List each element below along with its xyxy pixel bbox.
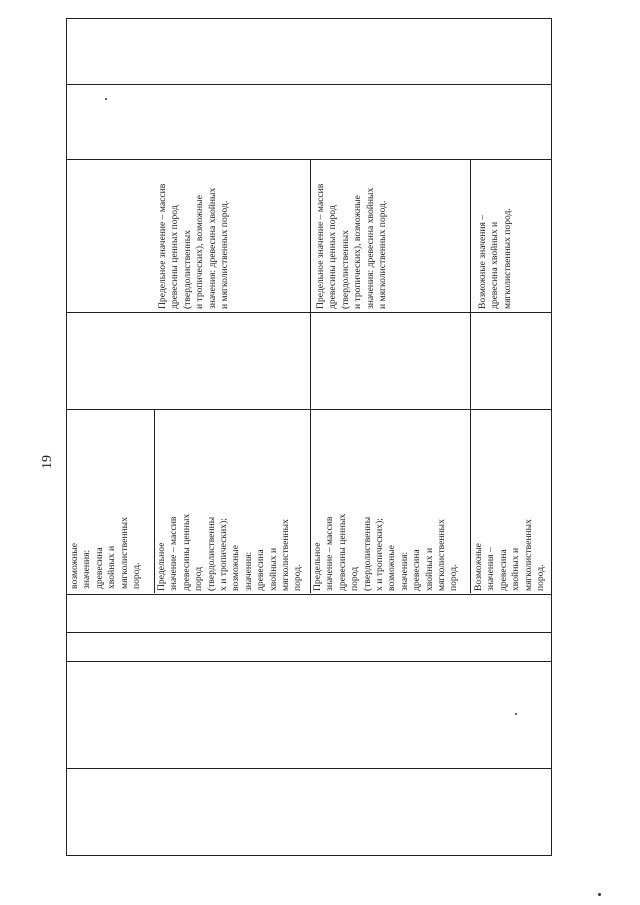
cell-text-line: х и тропических); — [374, 518, 386, 591]
cell-text-line: мягколиственных — [522, 519, 534, 591]
column-divider — [67, 594, 551, 595]
cell-text-line: (твердолиственны — [205, 516, 217, 591]
cell-col5-block1 — [69, 411, 153, 589]
cell-text-line: Предельное — [156, 542, 167, 591]
cell-text-line: значение – массив — [168, 516, 180, 591]
row-divider — [470, 159, 471, 593]
cell-text-line: и тропических), возможные — [194, 195, 206, 309]
spec-table — [66, 18, 552, 856]
cell-col7-block3 — [477, 161, 551, 309]
column-divider — [67, 409, 551, 410]
cell-text-line: Предельное — [312, 542, 323, 591]
scan-speck — [105, 98, 107, 100]
column-divider — [67, 84, 551, 85]
cell-text-line: древесина — [497, 549, 509, 591]
cell-text-line: древесина — [93, 547, 105, 589]
cell-text-line: мягколиственных — [118, 517, 130, 589]
cell-text-line: древесины ценных — [336, 513, 348, 591]
cell-text-line: и мягколиственных пород. — [377, 200, 389, 309]
column-divider — [67, 632, 551, 633]
cell-text-line: (твердолиственных — [181, 230, 193, 309]
column-divider — [67, 312, 551, 313]
cell-text-line: значения: — [242, 551, 254, 591]
page-number: 19 — [40, 455, 55, 469]
cell-text-line: значения – — [485, 547, 497, 591]
cell-text-line: древесина хвойных и — [489, 221, 501, 309]
cell-text-line: Возможные — [473, 543, 484, 591]
cell-text-line: Предельное значение – массив — [157, 183, 168, 309]
cell-text-line: мягколиственных пород. — [501, 208, 513, 309]
cell-text-line: пород — [193, 566, 205, 591]
cell-col5-block3 — [312, 411, 469, 591]
cell-text-line: пород. — [131, 562, 143, 589]
cell-col7-block1 — [157, 161, 307, 309]
cell-text-line: хвойных и — [423, 547, 435, 591]
cell-text-line: и мягколиственных пород. — [219, 200, 231, 309]
cell-text-line: значения: — [81, 549, 93, 589]
cell-text-line: значения: древесина хвойных — [364, 187, 376, 309]
cell-col5-block4 — [473, 411, 551, 591]
cell-text-line: пород. — [448, 564, 460, 591]
cell-col5-block2 — [156, 411, 309, 591]
cell-text-line: (твердолиственных — [339, 230, 351, 309]
scan-speck — [598, 893, 601, 896]
cell-col7-block2 — [315, 161, 465, 309]
column-divider — [67, 159, 551, 160]
cell-text-line: Возможные значения – — [477, 214, 488, 309]
cell-text-line: хвойных и — [510, 547, 522, 591]
cell-text-line: возможные — [386, 544, 398, 591]
scan-speck — [515, 713, 517, 715]
column-divider — [67, 661, 551, 662]
cell-text-line: мягколиственных — [280, 519, 292, 591]
cell-text-line: хвойных и — [267, 547, 279, 591]
cell-text-line: значения: — [398, 551, 410, 591]
cell-text-line: возможные — [230, 544, 242, 591]
cell-text-line: (твердолиственны — [361, 516, 373, 591]
cell-text-line: значение – массив — [324, 516, 336, 591]
cell-text-line: и тропических), возможные — [352, 195, 364, 309]
cell-text-line: древесины ценных пород — [327, 205, 339, 309]
cell-text-line: древесина — [411, 549, 423, 591]
cell-text-line: хвойных и — [106, 545, 118, 589]
row-divider — [310, 159, 311, 593]
cell-text-line: древесины ценных пород — [169, 205, 181, 309]
cell-text-line: мягколиственных — [436, 519, 448, 591]
cell-text-line: Предельное значение – массив — [315, 183, 326, 309]
cell-text-line: пород — [349, 566, 361, 591]
cell-text-line: пород. — [292, 564, 304, 591]
cell-text-line: древесины ценных — [180, 513, 192, 591]
cell-text-line: пород. — [535, 564, 547, 591]
row-divider — [154, 409, 155, 593]
cell-text-line: значения: древесина хвойных — [206, 187, 218, 309]
cell-text-line: х и тропических); — [218, 518, 230, 591]
cell-text-line: возможные — [69, 542, 80, 589]
column-divider — [67, 768, 551, 769]
cell-text-line: древесина — [255, 549, 267, 591]
